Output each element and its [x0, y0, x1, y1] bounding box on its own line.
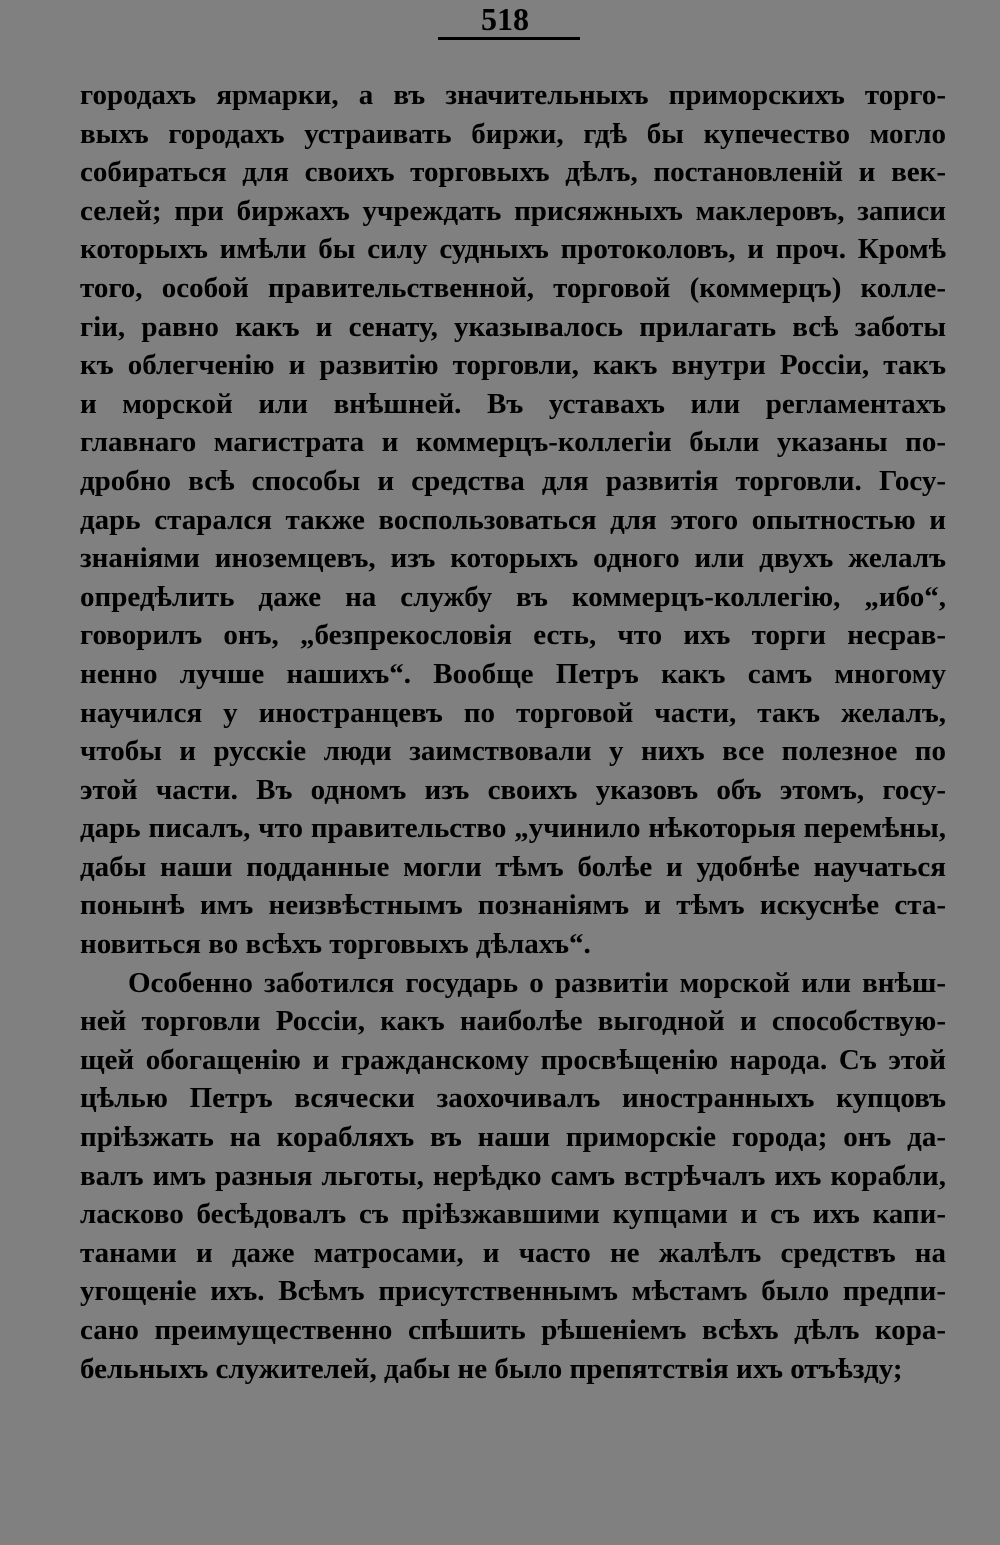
- text-line: дарь писалъ, что правительство „учинило нѣкоторыя перемѣны,: [80, 812, 946, 845]
- text-line: опредѣлить даже на службу въ коммерцъ-коллегію, „ибо“,: [80, 580, 946, 613]
- text-line: чтобы и русскіе люди заимствовали у нихъ все полезное по: [80, 735, 946, 768]
- text-line: того, особой правительственной, торговой (коммерцъ) колле-: [80, 271, 946, 304]
- text-line: выхъ городахъ устраивать биржи, гдѣ бы купечество могло: [80, 117, 946, 150]
- text-line: научился у иностранцевъ по торговой части, такъ желалъ,: [80, 696, 946, 729]
- text-line: говорилъ онъ, „безпрекословія есть, что ихъ торги несрав-: [80, 619, 946, 652]
- text-line: ласково бесѣдовалъ съ пріѣзжавшими купцами и съ ихъ капи-: [80, 1198, 946, 1231]
- text-line: дабы наши подданные могли тѣмъ болѣе и удобнѣе научаться: [80, 850, 946, 883]
- text-line: собираться для своихъ торговыхъ дѣлъ, постановленій и век-: [80, 156, 946, 189]
- text-line: городахъ ярмарки, а въ значительныхъ приморскихъ торго-: [80, 79, 946, 111]
- body-text: [80, 76, 946, 1388]
- text-line: щей обогащенію и гражданскому просвѣщенію народа. Съ этой: [80, 1043, 946, 1076]
- text-line: дарь старался также воспользоваться для этого опытностью и: [80, 503, 946, 536]
- text-line: дробно всѣ способы и средства для развитія торговли. Госу-: [80, 464, 946, 497]
- text-line: цѣлью Петръ всячески заохочивалъ иностранныхъ купцовъ: [80, 1082, 946, 1115]
- text-line: къ облегченію и развитію торговли, какъ внутри Россіи, такъ: [80, 349, 946, 382]
- text-line: бельныхъ служителей, дабы не было препятствія ихъ отъѣзду;: [80, 1352, 903, 1385]
- text-line: пріѣзжать на корабляхъ въ наши приморскіе города; онъ да-: [80, 1121, 946, 1154]
- paragraph: [80, 964, 946, 1389]
- text-line: и морской или внѣшней. Въ уставахъ или регламентахъ: [80, 387, 946, 420]
- page-number: 518: [481, 1, 529, 37]
- text-line: новиться во всѣхъ торговыхъ дѣлахъ“.: [80, 928, 591, 961]
- text-line: угощеніе ихъ. Всѣмъ присутственнымъ мѣстамъ было предпи-: [80, 1275, 946, 1308]
- text-line: сано преимущественно спѣшить рѣшеніемъ всѣхъ дѣлъ кора-: [80, 1314, 946, 1346]
- text-line: этой части. Въ одномъ изъ своихъ указовъ объ этомъ, госу-: [80, 773, 946, 806]
- text-line: гіи, равно какъ и сенату, указывалось прилагать всѣ заботы: [80, 310, 946, 343]
- text-line: которыхъ имѣли бы силу судныхъ протоколовъ, и проч. Кромѣ: [80, 233, 946, 266]
- text-line: понынѣ имъ неизвѣстнымъ познаніямъ и тѣмъ искуснѣе ста-: [80, 889, 946, 922]
- text-line: Особенно заботился государь о развитіи морской или внѣш-: [128, 966, 946, 999]
- text-line: знаніями иноземцевъ, изъ которыхъ одного или двухъ желалъ: [80, 542, 946, 575]
- text-line: селей; при биржахъ учреждать присяжныхъ маклеровъ, записи: [80, 194, 946, 227]
- text-line: танами и даже матросами, и часто не жалѣлъ средствъ на: [80, 1236, 946, 1269]
- text-line: ней торговли Россіи, какъ наиболѣе выгодной и способствую-: [80, 1005, 946, 1038]
- text-line: валъ имъ разныя льготы, нерѣдко самъ встрѣчалъ ихъ корабли,: [80, 1159, 946, 1192]
- paragraph: [80, 76, 946, 964]
- page-number-rule: [438, 37, 580, 40]
- text-line: главнаго магистрата и коммерцъ-коллегіи были указаны по-: [80, 426, 946, 459]
- text-line: ненно лучше нашихъ“. Вообще Петръ какъ самъ многому: [80, 657, 946, 690]
